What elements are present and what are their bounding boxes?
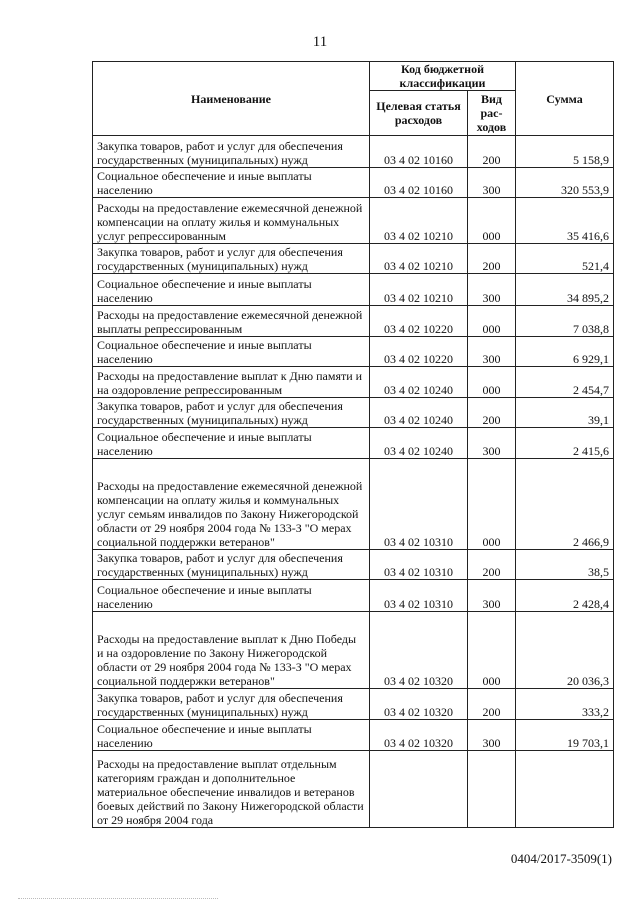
header-row-top bbox=[93, 62, 614, 91]
row-expense-kind-cell: 000 bbox=[468, 198, 516, 244]
row-name-cell: Социальное обеспечение и иные выплаты населению bbox=[93, 274, 370, 306]
row-expense-kind-cell: 200 bbox=[468, 244, 516, 274]
row-amount-cell bbox=[516, 751, 614, 828]
row-name-cell: Социальное обеспечение и иные выплаты населению bbox=[93, 720, 370, 751]
table-row bbox=[93, 459, 614, 550]
row-target-article-cell: 03 4 02 10240 bbox=[370, 428, 468, 459]
row-name-cell: Закупка товаров, работ и услуг для обеспечения государственных (муниципальных) нужд bbox=[93, 244, 370, 274]
row-target-article-cell: 03 4 02 10210 bbox=[370, 274, 468, 306]
table-row bbox=[93, 428, 614, 459]
row-target-article-cell bbox=[370, 751, 468, 828]
row-target-article-cell: 03 4 02 10220 bbox=[370, 337, 468, 367]
row-expense-kind-cell: 200 bbox=[468, 689, 516, 720]
table-row bbox=[93, 550, 614, 580]
row-amount-cell: 39,1 bbox=[516, 398, 614, 428]
row-amount-cell: 19 703,1 bbox=[516, 720, 614, 751]
table-row bbox=[93, 689, 614, 720]
row-expense-kind-cell: 200 bbox=[468, 398, 516, 428]
row-name-cell: Закупка товаров, работ и услуг для обеспечения государственных (муниципальных) нужд bbox=[93, 689, 370, 720]
table-row bbox=[93, 198, 614, 244]
header-target-article: Целевая статья расходов bbox=[370, 91, 468, 136]
row-target-article-cell: 03 4 02 10310 bbox=[370, 580, 468, 612]
row-name-cell: Закупка товаров, работ и услуг для обеспечения государственных (муниципальных) нужд bbox=[93, 398, 370, 428]
row-name-cell: Расходы на предоставление выплат к Дню Победы и на оздоровление по Закону Нижегородской области от 29 ноября 2004 года № 133-З "О мерах социальной поддержки ветеранов" bbox=[93, 612, 370, 689]
row-amount-cell: 333,2 bbox=[516, 689, 614, 720]
row-amount-cell: 2 454,7 bbox=[516, 367, 614, 398]
table-row bbox=[93, 168, 614, 198]
row-expense-kind-cell: 200 bbox=[468, 550, 516, 580]
header-budget-code: Код бюджетной классификации bbox=[370, 62, 516, 91]
row-expense-kind-cell: 300 bbox=[468, 168, 516, 198]
row-amount-cell: 35 416,6 bbox=[516, 198, 614, 244]
row-name-cell: Расходы на предоставление ежемесячной денежной выплаты репрессированным bbox=[93, 306, 370, 337]
row-expense-kind-cell bbox=[468, 751, 516, 828]
row-expense-kind-cell: 000 bbox=[468, 367, 516, 398]
budget-table bbox=[92, 61, 614, 828]
row-target-article-cell: 03 4 02 10210 bbox=[370, 198, 468, 244]
table-row bbox=[93, 612, 614, 689]
row-target-article-cell: 03 4 02 10310 bbox=[370, 459, 468, 550]
row-amount-cell: 2 466,9 bbox=[516, 459, 614, 550]
row-target-article-cell: 03 4 02 10320 bbox=[370, 720, 468, 751]
scan-artifact-line bbox=[18, 896, 218, 899]
table-row bbox=[93, 751, 614, 828]
row-target-article-cell: 03 4 02 10240 bbox=[370, 367, 468, 398]
row-amount-cell: 6 929,1 bbox=[516, 337, 614, 367]
row-expense-kind-cell: 000 bbox=[468, 612, 516, 689]
row-name-cell: Расходы на предоставление выплат отдельным категориям граждан и дополнительное материальное обеспечение инвалидов и ветеранов боевых действий по Закону Нижегородской области от 29 ноября 2004 года bbox=[93, 751, 370, 828]
row-amount-cell: 2 428,4 bbox=[516, 580, 614, 612]
table-body bbox=[93, 136, 614, 828]
row-target-article-cell: 03 4 02 10310 bbox=[370, 550, 468, 580]
row-name-cell: Расходы на предоставление ежемесячной денежной компенсации на оплату жилья и коммунальных услуг репрессированным bbox=[93, 198, 370, 244]
row-target-article-cell: 03 4 02 10160 bbox=[370, 168, 468, 198]
row-target-article-cell: 03 4 02 10320 bbox=[370, 612, 468, 689]
row-target-article-cell: 03 4 02 10320 bbox=[370, 689, 468, 720]
row-expense-kind-cell: 000 bbox=[468, 459, 516, 550]
row-name-cell: Социальное обеспечение и иные выплаты населению bbox=[93, 580, 370, 612]
page-number: 11 bbox=[312, 34, 328, 50]
table-row bbox=[93, 720, 614, 751]
row-expense-kind-cell: 300 bbox=[468, 337, 516, 367]
table-row bbox=[93, 244, 614, 274]
row-amount-cell: 38,5 bbox=[516, 550, 614, 580]
row-name-cell: Социальное обеспечение и иные выплаты населению bbox=[93, 168, 370, 198]
row-amount-cell: 5 158,9 bbox=[516, 136, 614, 168]
row-amount-cell: 7 038,8 bbox=[516, 306, 614, 337]
row-expense-kind-cell: 200 bbox=[468, 136, 516, 168]
row-amount-cell: 320 553,9 bbox=[516, 168, 614, 198]
header-sum: Сумма bbox=[516, 62, 614, 136]
table-row bbox=[93, 306, 614, 337]
table-row bbox=[93, 580, 614, 612]
row-name-cell: Закупка товаров, работ и услуг для обеспечения государственных (муниципальных) нужд bbox=[93, 550, 370, 580]
row-amount-cell: 34 895,2 bbox=[516, 274, 614, 306]
row-name-cell: Расходы на предоставление ежемесячной денежной компенсации на оплату жилья и коммунальных услуг семьям инвалидов по Закону Нижегородской области от 29 ноября 2004 года № 133-З "О мерах социальной поддержки ветеранов" bbox=[93, 459, 370, 550]
row-expense-kind-cell: 000 bbox=[468, 306, 516, 337]
table-row bbox=[93, 367, 614, 398]
row-name-cell: Социальное обеспечение и иные выплаты населению bbox=[93, 428, 370, 459]
row-expense-kind-cell: 300 bbox=[468, 428, 516, 459]
row-expense-kind-cell: 300 bbox=[468, 720, 516, 751]
document-number: 0404/2017-3509(1) bbox=[510, 851, 612, 866]
row-amount-cell: 2 415,6 bbox=[516, 428, 614, 459]
table-row bbox=[93, 337, 614, 367]
row-expense-kind-cell: 300 bbox=[468, 580, 516, 612]
table-row bbox=[93, 274, 614, 306]
row-amount-cell: 20 036,3 bbox=[516, 612, 614, 689]
header-name: Наименование bbox=[93, 62, 370, 136]
row-name-cell: Социальное обеспечение и иные выплаты населению bbox=[93, 337, 370, 367]
row-target-article-cell: 03 4 02 10210 bbox=[370, 244, 468, 274]
row-amount-cell: 521,4 bbox=[516, 244, 614, 274]
row-target-article-cell: 03 4 02 10220 bbox=[370, 306, 468, 337]
row-name-cell: Расходы на предоставление выплат к Дню памяти и на оздоровление репрессированным bbox=[93, 367, 370, 398]
row-name-cell: Закупка товаров, работ и услуг для обеспечения государственных (муниципальных) нужд bbox=[93, 136, 370, 168]
header-expense-kind: Вид рас- ходов bbox=[468, 91, 516, 136]
row-target-article-cell: 03 4 02 10240 bbox=[370, 398, 468, 428]
table-row bbox=[93, 398, 614, 428]
table-row bbox=[93, 136, 614, 168]
row-target-article-cell: 03 4 02 10160 bbox=[370, 136, 468, 168]
row-expense-kind-cell: 300 bbox=[468, 274, 516, 306]
